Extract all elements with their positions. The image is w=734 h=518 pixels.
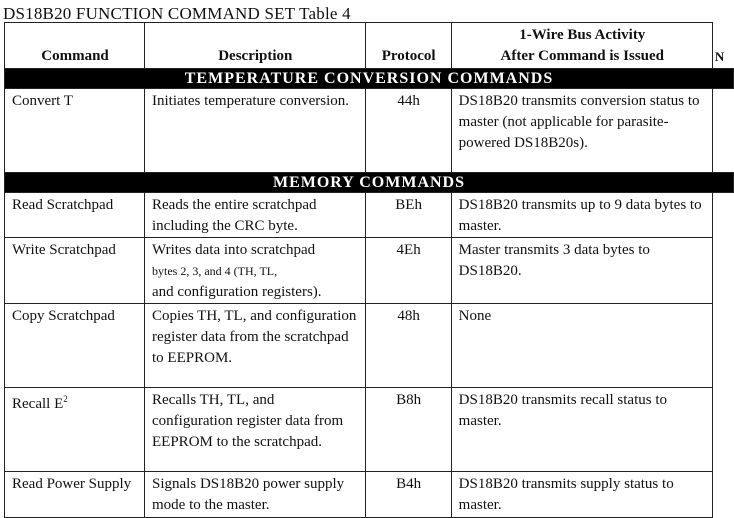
description-line: Writes data into scratchpad — [152, 242, 316, 258]
command-cell: Read Power Supply — [5, 472, 145, 518]
table-row — [5, 89, 734, 173]
protocol-cell: BEh — [365, 193, 451, 238]
activity-cell: Master transmits 3 data bytes to DS18B20. — [451, 238, 712, 304]
description-line: and configuration registers). — [152, 284, 322, 300]
header-activity-line2: After Command is Issued — [500, 48, 664, 64]
section-title: TEMPERATURE CONVERSION COMMANDS — [5, 69, 734, 89]
command-cell: Copy Scratchpad — [5, 304, 145, 388]
header-edge: N — [714, 49, 725, 64]
protocol-cell: B8h — [365, 388, 451, 472]
section-temperature — [5, 69, 734, 89]
page-title: DS18B20 FUNCTION COMMAND SET Table 4 — [3, 4, 351, 23]
activity-cell: DS18B20 transmits conversion status to master (not applicable for parasite-powered DS18B20s). — [451, 89, 712, 173]
description-cell: Recalls TH, TL, and configuration register data from EEPROM to the scratchpad. — [145, 388, 366, 472]
description-cell: Copies TH, TL, and configuration register data from the scratchpad to EEPROM. — [145, 304, 366, 388]
command-cell — [5, 388, 145, 472]
header-description: Description — [145, 23, 366, 69]
command-superscript: 2 — [63, 394, 68, 404]
table-row — [5, 472, 734, 518]
table-row — [5, 304, 734, 388]
table-row — [5, 193, 734, 238]
command-cell: Convert T — [5, 89, 145, 173]
activity-cell: DS18B20 transmits up to 9 data bytes to master. — [451, 193, 712, 238]
description-cell: Reads the entire scratchpad including the CRC byte. — [145, 193, 366, 238]
description-cell: Initiates temperature conversion. — [145, 89, 366, 173]
protocol-cell: 4Eh — [365, 238, 451, 304]
table-header-row — [5, 23, 734, 69]
protocol-cell: 44h — [365, 89, 451, 173]
description-cell — [145, 238, 366, 304]
command-cell: Write Scratchpad — [5, 238, 145, 304]
section-memory — [5, 173, 734, 193]
activity-cell: DS18B20 transmits supply status to master. — [451, 472, 712, 518]
activity-cell: None — [451, 304, 712, 388]
protocol-cell: 48h — [365, 304, 451, 388]
protocol-cell: B4h — [365, 472, 451, 518]
description-cell: Signals DS18B20 power supply mode to the master. — [145, 472, 366, 518]
header-activity — [451, 23, 712, 69]
header-protocol: Protocol — [365, 23, 451, 69]
section-title: MEMORY COMMANDS — [5, 173, 734, 193]
table-row — [5, 238, 734, 304]
table-row — [5, 388, 734, 472]
activity-cell: DS18B20 transmits recall status to master. — [451, 388, 712, 472]
header-activity-line1: 1-Wire Bus Activity — [519, 27, 646, 43]
description-line: bytes 2, 3, and 4 (TH, TL, — [152, 264, 278, 278]
command-table — [4, 22, 734, 518]
command-text: Recall E — [12, 396, 64, 412]
command-cell: Read Scratchpad — [5, 193, 145, 238]
header-command: Command — [5, 23, 145, 69]
